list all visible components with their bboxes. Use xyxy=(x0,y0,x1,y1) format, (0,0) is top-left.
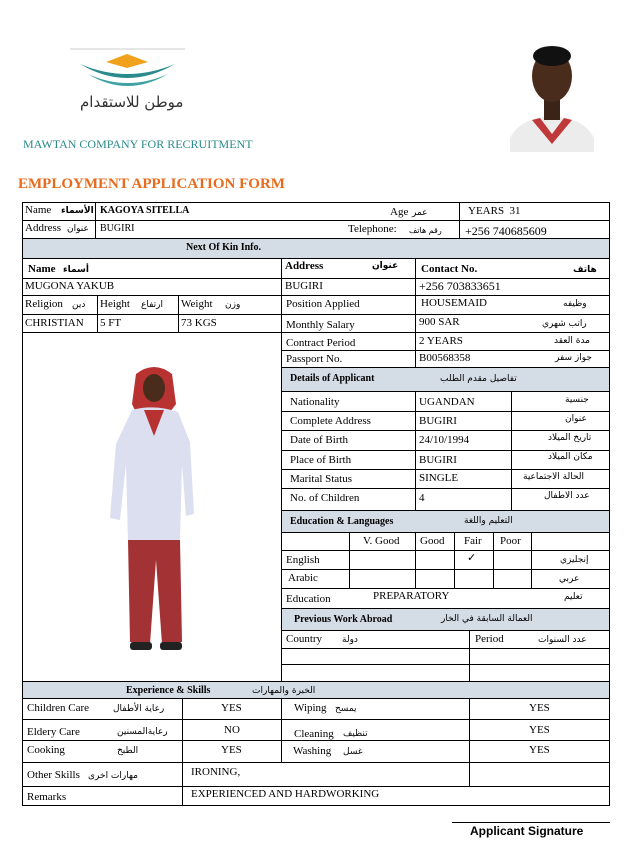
salary-label-ar: راتب شهري xyxy=(542,319,587,329)
religion-label-ar: دين xyxy=(72,300,86,310)
english-label-ar: إنجليزي xyxy=(560,555,589,565)
kin-contact-label-ar: هاتف xyxy=(573,265,597,275)
next-of-kin-heading: Next Of Kin Info. xyxy=(186,242,261,253)
remarks-value: EXPERIENCED AND HARDWORKING xyxy=(191,788,380,800)
age-value: YEARS 31 xyxy=(468,205,521,217)
address-label-ar: عنوان xyxy=(67,224,89,234)
col-fair: Fair xyxy=(464,535,482,547)
position-label-ar: وظيفه xyxy=(563,299,587,309)
company-name: MAWTAN COMPANY FOR RECRUITMENT xyxy=(23,137,253,151)
education-label-ar: تعليم xyxy=(564,592,583,602)
logo-arabic-text: موطن للاستقدام xyxy=(80,93,184,111)
passport-value: B00568358 xyxy=(419,352,471,364)
contract-value: 2 YEARS xyxy=(419,335,463,347)
arabic-label: Arabic xyxy=(288,572,318,584)
form-title: EMPLOYMENT APPLICATION FORM xyxy=(18,176,285,192)
kin-address: BUGIRI xyxy=(285,280,323,292)
kin-contact-label: Contact No. xyxy=(421,263,478,275)
address-value: BUGIRI xyxy=(100,223,135,234)
period-label-ar: عدد السنوات xyxy=(538,635,587,645)
country-label-ar: دولة xyxy=(342,635,358,645)
weight-label: Weight xyxy=(181,298,213,310)
skills-heading: Experience & Skills xyxy=(126,685,211,696)
pob-label-ar: مكان الميلاد xyxy=(548,452,593,462)
education-label: Education xyxy=(286,593,331,605)
name-label: Name xyxy=(25,204,52,216)
applicant-name: KAGOYA SITELLA xyxy=(100,205,190,216)
wiping-label-ar: يمسح xyxy=(335,704,357,714)
washing-label: Washing xyxy=(293,745,332,757)
religion-value: CHRISTIAN xyxy=(25,317,84,329)
kin-address-label: Address xyxy=(285,260,324,272)
position-value: HOUSEMAID xyxy=(421,297,487,309)
english-fair-check: ✓ xyxy=(467,551,477,564)
washing-label-ar: غسل xyxy=(343,747,363,757)
elderly-care-label: Eldery Care xyxy=(27,726,80,738)
children-label: No. of Children xyxy=(290,492,360,504)
complete-address-label-ar: عنوان xyxy=(565,414,587,424)
nationality-label: Nationality xyxy=(290,396,340,408)
telephone-label: Telephone: xyxy=(348,223,397,235)
children-care-label-ar: رعاية الأطفال xyxy=(113,704,165,714)
position-label: Position Applied xyxy=(286,298,360,310)
education-heading: Education & Languages xyxy=(290,516,394,527)
children-label-ar: عدد الاطفال xyxy=(544,491,590,501)
applicant-full-photo xyxy=(96,360,204,660)
pob-label: Place of Birth xyxy=(290,454,352,466)
elderly-care-value: NO xyxy=(224,724,240,736)
marital-label-ar: الحالة الاجتماعية xyxy=(523,472,584,482)
other-skills-label: Other Skills xyxy=(27,769,80,781)
height-label: Height xyxy=(100,298,130,310)
cleaning-label: Cleaning xyxy=(294,728,334,740)
arabic-label-ar: عربي xyxy=(559,574,580,584)
children-value: 4 xyxy=(419,492,425,504)
contract-label-ar: مدة العقد xyxy=(554,336,590,346)
dob-value: 24/10/1994 xyxy=(419,434,470,446)
passport-label: Passport No. xyxy=(286,353,343,365)
kin-name-label: Name xyxy=(28,263,56,275)
height-value: 5 FT xyxy=(100,317,122,329)
skills-bar xyxy=(22,681,609,698)
age-label-ar: عمر xyxy=(412,208,428,218)
remarks-label: Remarks xyxy=(27,791,67,803)
complete-address-label: Complete Address xyxy=(290,415,371,427)
country-label: Country xyxy=(286,633,323,645)
work-abroad-heading-ar: العمالة السابقة في الخار xyxy=(441,614,533,624)
passport-label-ar: جواز سفر xyxy=(555,353,592,363)
next-of-kin-bar xyxy=(22,238,609,258)
english-label: English xyxy=(286,554,320,566)
cleaning-value: YES xyxy=(529,724,550,736)
weight-value: 73 KGS xyxy=(181,317,217,329)
age-label: Age xyxy=(390,206,409,218)
details-heading: Details of Applicant xyxy=(290,373,375,384)
kin-name-label-ar: أسماء xyxy=(63,265,89,275)
education-heading-ar: التعليم واللغة xyxy=(464,516,513,526)
other-skills-value: IRONING, xyxy=(191,766,241,778)
cooking-label-ar: الطبخ xyxy=(117,746,139,756)
contract-label: Contract Period xyxy=(286,337,356,349)
skills-heading-ar: الخبرة والمهارات xyxy=(252,686,316,696)
name-label-ar: الأسماء xyxy=(61,206,94,216)
height-label-ar: ارتفاع xyxy=(141,300,164,310)
telephone-value: +256 740685609 xyxy=(465,224,547,238)
wiping-value: YES xyxy=(529,702,550,714)
nationality-label-ar: جنسية xyxy=(565,395,589,405)
col-vgood: V. Good xyxy=(363,535,400,547)
cooking-label: Cooking xyxy=(27,744,65,756)
cleaning-label-ar: تنظيف xyxy=(343,729,368,739)
dob-label: Date of Birth xyxy=(290,434,349,446)
signature-label: Applicant Signature xyxy=(470,824,584,838)
col-good: Good xyxy=(420,535,445,547)
education-value: PREPARATORY xyxy=(373,590,450,602)
marital-value: SINGLE xyxy=(419,472,459,484)
kin-contact: +256 703833651 xyxy=(419,279,501,293)
wiping-label: Wiping xyxy=(294,702,327,714)
complete-address-value: BUGIRI xyxy=(419,415,457,427)
salary-value: 900 SAR xyxy=(419,316,460,328)
other-skills-label-ar: مهارات اخرى xyxy=(88,771,138,781)
children-care-label: Children Care xyxy=(27,702,90,714)
washing-value: YES xyxy=(529,744,550,756)
kin-address-label-ar: عنوان xyxy=(372,261,399,271)
work-abroad-heading: Previous Work Abroad xyxy=(294,614,393,625)
marital-label: Marital Status xyxy=(290,473,353,485)
dob-label-ar: تاريخ الميلاد xyxy=(548,433,592,443)
signature-line xyxy=(452,822,610,823)
salary-label: Monthly Salary xyxy=(286,319,355,331)
details-heading-ar: تفاصيل مقدم الطلب xyxy=(440,374,517,384)
telephone-label-ar: رقم هاتف xyxy=(409,226,442,235)
applicant-headshot xyxy=(506,40,598,152)
col-poor: Poor xyxy=(500,535,521,547)
elderly-care-label-ar: رعايةالمسنين xyxy=(117,727,168,737)
cooking-value: YES xyxy=(221,744,242,756)
period-label: Period xyxy=(475,633,504,645)
address-label: Address xyxy=(25,222,62,234)
nationality-value: UGANDAN xyxy=(419,396,475,408)
pob-value: BUGIRI xyxy=(419,454,457,466)
weight-label-ar: وزن xyxy=(225,300,241,310)
children-care-value: YES xyxy=(221,702,242,714)
religion-label: Religion xyxy=(25,298,63,310)
kin-name: MUGONA YAKUB xyxy=(25,280,115,292)
